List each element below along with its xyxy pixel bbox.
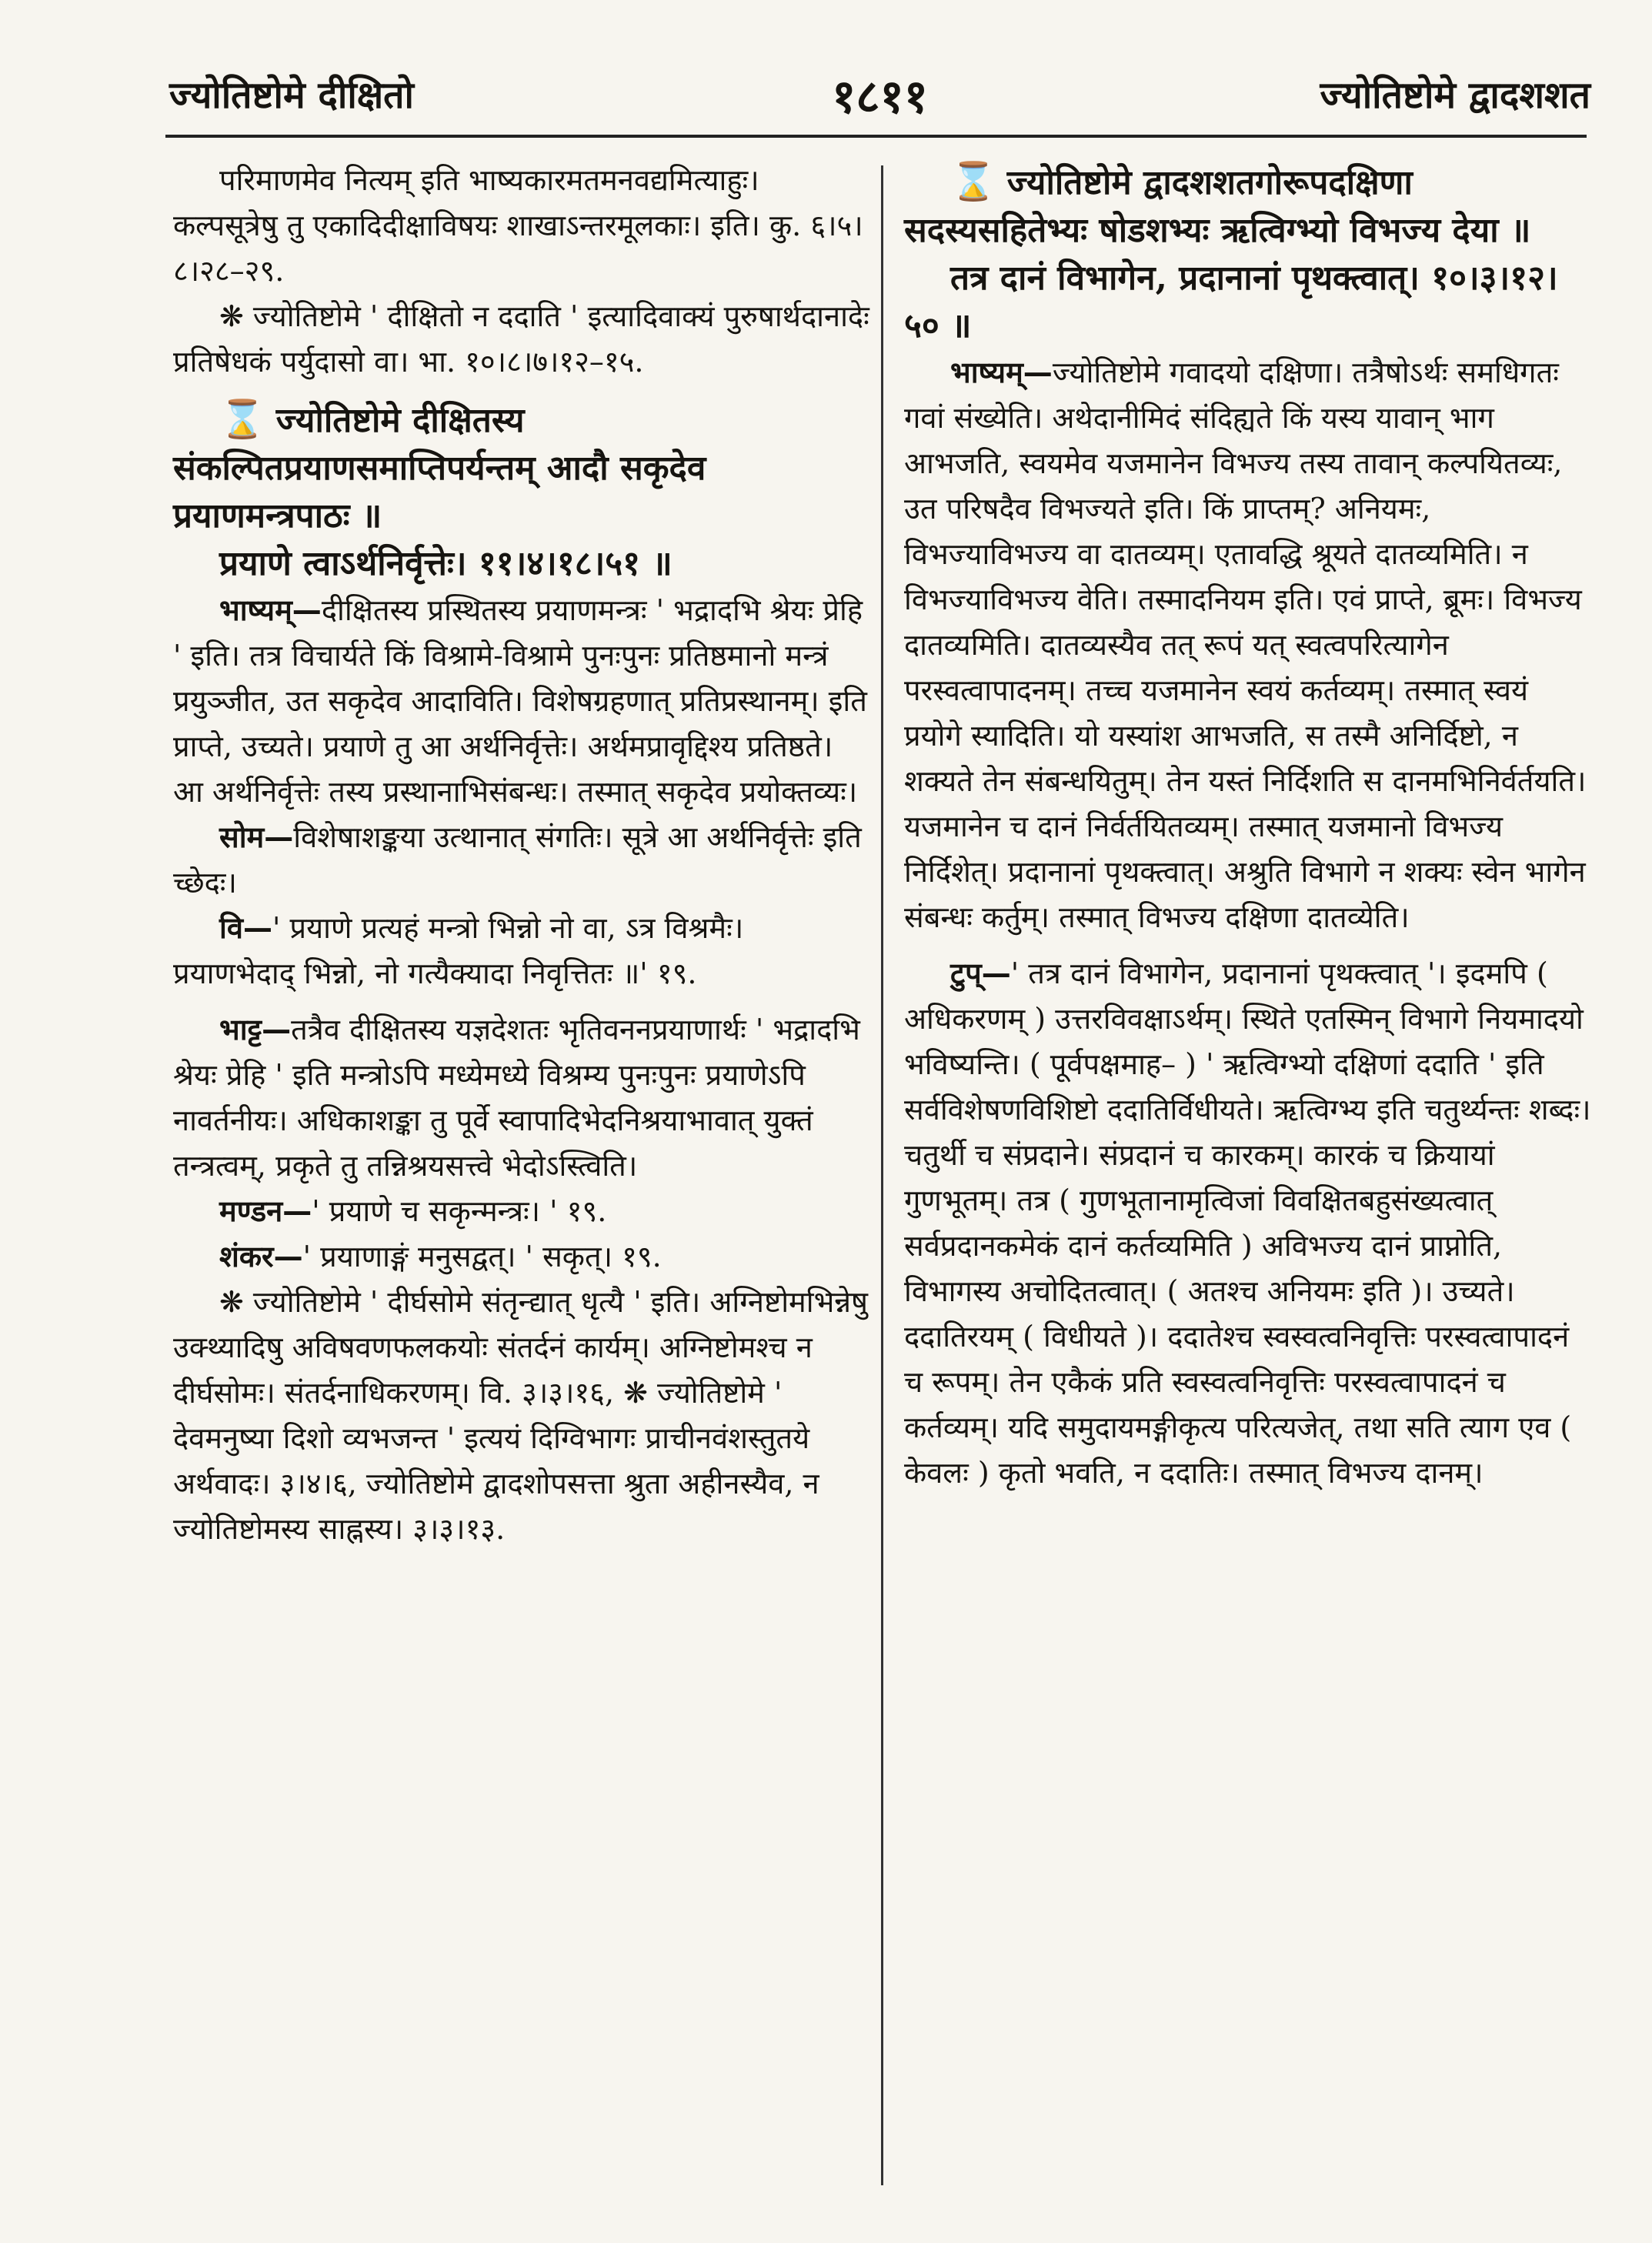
sutra: तत्र दानं विभागेन, प्रदानानां पृथक्त्वात्। १०।३।१२।५० ॥ — [904, 259, 1558, 345]
commentary-label: भाट्ट— — [219, 1013, 292, 1046]
commentary-label: टुप्— — [950, 956, 1011, 990]
paragraph: परिमाणमेव नित्यम् इति भाष्यकारमतमनवद्यमित्याहुः। कल्पसूत्रेषु तु एकादिदीक्षाविषयः शाखाऽन्तरमूलकाः। इति। कु. ६।५।८।२८–२९. — [173, 163, 863, 288]
commentary-bhashya: भाष्यम्—ज्योतिष्टोमे गवादयो दक्षिणा। तत्रैषोऽर्थः समधिगतः गवां संख्येति। अथेदानीमिदं संदिह्यते किं यस्य यावान् भाग आभजति, स्वयमेव यजमानेन विभज्य तस्य तावान् कल्पयितव्यः, उत परिषदैव विभज्यते इति। किं प्राप्तम्? अनियमः, विभज्याविभज्य वा दातव्यम्। एतावद्धि श्रूयते दातव्यमिति। न विभज्याविभज्य वेति। तस्मादनियम इति। एवं प्राप्ते, ब्रूमः। विभज्य दातव्यमिति। दातव्यस्यैव तत् रूपं यत् स्वत्वपरित्यागेन परस्वत्वापादनम्। तच्च यजमानेन स्वयं कर्तव्यम्। तस्मात् स्वयं प्रयोगे स्यादिति। यो यस्यांश आभजति, स तस्मै अनिर्दिष्टो, न शक्यते तेन संबन्धयितुम्। तेन यस्तं निर्दिशति स दानमभिनिर्वर्तयति। यजमानेन च दानं निर्वर्तयितव्यम्। तस्मात् यजमानो विभज्य निर्दिशेत्। प्रदानानां पृथक्त्वात्। अश्रुति विभागे न शक्यः स्वेन भागेन संबन्धः कर्तुम्। तस्मात् विभज्य दक्षिणा दातव्येति। — [904, 355, 1587, 934]
header-left: ज्योतिष्टोमे दीक्षितो — [169, 74, 414, 117]
right-column — [904, 158, 1593, 1496]
section-heading — [904, 158, 1593, 255]
column-divider — [881, 165, 883, 2185]
section-heading — [173, 396, 869, 540]
page-number: १८११ — [832, 70, 928, 124]
sutra: प्रयाणे त्वाऽर्थनिर्वृत्तेः। ११।४।१८।५१ ॥ — [219, 544, 672, 583]
commentary-vi: वि—' प्रयाणे प्रत्यहं मन्त्रो भिन्नो नो वा, ऽत्र विश्रमैः। प्रयाणभेदाद् भिन्नो, नो गत्यैक्यादा निवृत्तितः ॥' १९. — [173, 911, 744, 990]
running-header — [169, 62, 1590, 123]
commentary-label: भाष्यम्— — [219, 593, 322, 627]
hourglass-icon: ⌛ — [219, 398, 265, 441]
commentary-label: सोम— — [219, 820, 294, 854]
commentary-shankara: शंकर—' प्रयाणाङ्गं मनुसद्वत्। ' सकृत्। १९. — [219, 1240, 662, 1273]
commentary-bhashya: भाष्यम्—दीक्षितस्य प्रस्थितस्य प्रयाणमन्त्रः ' भद्रादभि श्रेयः प्रेहि ' इति। तत्र विचार्यते किं विश्रामे-विश्रामे पुनःपुनः प्रतिष्ठमानो मन्त्रं प्रयुञ्जीत, उत सकृदेव आदाविति। विशेषग्रहणात् प्रतिप्रस्थानम्। इति प्राप्ते, उच्यते। प्रयाणे तु आ अर्थनिर्वृत्तेः। अर्थमप्रावृद्दिश्य प्रतिष्ठते। आ अर्थनिर्वृत्तेः तस्य प्रस्थानाभिसंबन्धः। तस्मात् सकृदेव प्रयोक्तव्यः। — [173, 593, 867, 809]
header-rule — [165, 135, 1587, 138]
left-column — [173, 158, 869, 1552]
commentary-label: वि— — [219, 911, 272, 945]
commentary-label: शंकर— — [219, 1240, 303, 1273]
commentary-bhatta: भाट्ट—तत्रैव दीक्षितस्य यज्ञदेशतः भृतिवननप्रयाणार्थः ' भद्रादभि श्रेयः प्रेहि ' इति मन्त्रोऽपि मध्येमध्ये विश्रम्य पुनःपुनः प्रयाणेऽपि नावर्तनीयः। अधिकाशङ्का तु पूर्वे स्वापादिभेदनिश्रयाभावात् युक्तं तन्त्रत्वम्, प्रकृते तु तन्निश्रयसत्त्वे भेदोऽस्त्विति। — [173, 1013, 860, 1183]
paragraph: ❋ ज्योतिष्टोमे ' दीक्षितो न ददाति ' इत्यादिवाक्यं पुरुषार्थदानादेः प्रतिषेधकं पर्युदासो वा। भा. १०।८।७।१२–१५. — [173, 299, 869, 379]
header-right: ज्योतिष्टोमे द्वादशशत — [1320, 74, 1590, 117]
hourglass-icon: ⌛ — [950, 160, 996, 203]
commentary-soma: सोम—विशेषाशङ्कया उत्थानात् संगतिः। सूत्रे आ अर्थनिर्वृत्तेः इति च्छेदः। — [173, 820, 862, 900]
commentary-label: मण्डन— — [219, 1194, 312, 1228]
commentary-tup: टुप्—' तत्र दानं विभागेन, प्रदानानां पृथक्त्वात् '। इदमपि ( अधिकरणम् ) उत्तरविवक्षाऽर्थम्। स्थिते एतस्मिन् विभागे नियमादयो भविष्यन्ति। ( पूर्वपक्षमाह– ) ' ऋत्विग्भ्यो दक्षिणां ददाति ' इति सर्वविशेषणविशिष्टो ददातिर्विधीयते। ऋत्विग्भ्य इति चतुर्थ्यन्तः शब्दः। चतुर्थी च संप्रदाने। संप्रदानं च कारकम्। कारकं च क्रियायां गुणभूतम्। तत्र ( गुणभूतानामृत्विजां विवक्षितबहुसंख्यत्वात् सर्वप्रदानकमेकं दानं कर्तव्यमिति ) अविभज्य दानं प्राप्नोति, विभागस्य अचोदितत्वात्। ( अतश्च अनियमः इति )। उच्यते। ददातिरयम् ( विधीयते )। ददातेश्च स्वस्वत्वनिवृत्तिः परस्वत्वापादनं च रूपम्। तेन एकैकं प्रति स्वस्वत्वनिवृत्तिः परस्वत्वापादनं च कर्तव्यम्। यदि समुदायमङ्गीकृत्य परित्यजेत्, तथा सति त्याग एव ( केवलः ) कृतो भवति, न ददातिः। तस्मात् विभज्य दानम्। — [904, 956, 1591, 1490]
heading-text: ज्योतिष्टोमे दीक्षितस्य संकल्पितप्रयाणसमाप्तिपर्यन्तम् आदौ सकृदेव प्रयाणमन्त्रपाठः ॥ — [173, 401, 706, 536]
commentary-mandana: मण्डन—' प्रयाणे च सकृन्मन्त्रः। ' १९. — [219, 1194, 607, 1228]
heading-text: ज्योतिष्टोमे द्वादशशतगोरूपदक्षिणा सदस्यसहितेभ्यः षोडशभ्यः ऋत्विग्भ्यो विभज्य देया ॥ — [904, 163, 1531, 250]
commentary-label: भाष्यम्— — [950, 355, 1053, 389]
paragraph: ❋ ज्योतिष्टोमे ' दीर्घसोमे संतृन्द्यात् धृत्यै ' इति। अग्निष्टोमभिन्नेषु उक्थ्यादिषु अविषवणफलकयोः संतर्दनं कार्यम्। अग्निष्टोमश्च न दीर्घसोमः। संतर्दनाधिकरणम्। वि. ३।३।१६, ❋ ज्योतिष्टोमे ' देवमनुष्या दिशो व्यभजन्त ' इत्ययं दिग्विभागः प्राचीनवंशस्तुतये अर्थवादः। ३।४।६, ज्योतिष्टोमे द्वादशोपसत्ता श्रुता अहीनस्यैव, न ज्योतिष्टोमस्य साह्नस्य। ३।३।१३. — [173, 1285, 868, 1546]
